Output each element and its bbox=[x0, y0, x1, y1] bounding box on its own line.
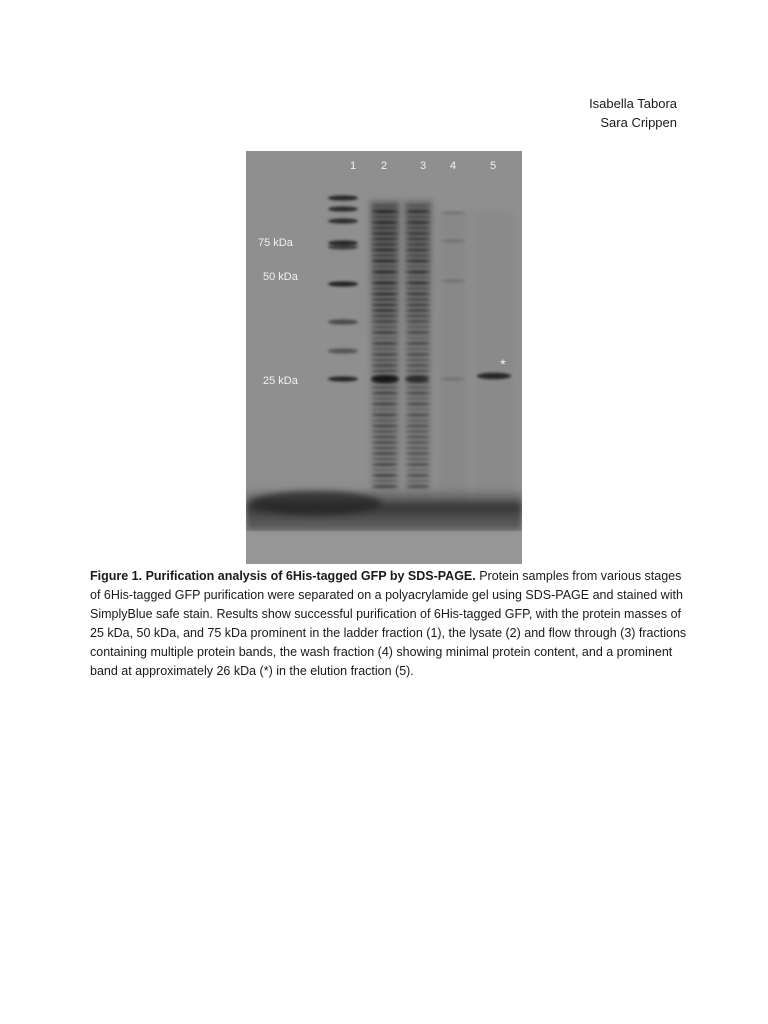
lysate-band bbox=[372, 314, 398, 318]
lysate-band bbox=[372, 331, 398, 335]
ladder-band bbox=[328, 195, 358, 200]
lysate-band bbox=[372, 215, 398, 219]
lysate-band bbox=[372, 265, 398, 269]
flowthrough-band bbox=[406, 419, 430, 422]
lysate-band bbox=[372, 446, 398, 450]
flowthrough-band bbox=[406, 259, 430, 262]
flowthrough-band bbox=[406, 391, 430, 394]
lysate-band bbox=[372, 413, 398, 417]
lysate-band bbox=[372, 204, 398, 208]
lane-4-smear bbox=[438, 211, 468, 511]
flowthrough-band bbox=[406, 364, 430, 367]
flowthrough-band bbox=[406, 292, 430, 295]
ladder-band bbox=[328, 218, 358, 223]
lysate-band bbox=[372, 248, 398, 252]
flowthrough-band bbox=[406, 221, 430, 224]
lane-label: 5 bbox=[489, 160, 497, 172]
flowthrough-band bbox=[406, 320, 430, 323]
lysate-band bbox=[372, 468, 398, 472]
flowthrough-band bbox=[406, 474, 430, 477]
figure-caption bbox=[90, 567, 690, 681]
flowthrough-band bbox=[406, 210, 430, 213]
ladder-band bbox=[328, 281, 358, 286]
lysate-band bbox=[372, 347, 398, 351]
lysate-band bbox=[372, 210, 398, 214]
flowthrough-band bbox=[406, 463, 430, 466]
flowthrough-band bbox=[406, 446, 430, 449]
lysate-band bbox=[372, 364, 398, 368]
lane-label: 1 bbox=[349, 160, 357, 172]
lysate-band bbox=[372, 342, 398, 346]
dye-front-blob bbox=[251, 491, 381, 515]
flowthrough-band bbox=[406, 347, 430, 350]
wash-band bbox=[441, 377, 465, 380]
caption-title: Figure 1. Purification analysis of 6His-tagged GFP by SDS-PAGE. bbox=[90, 569, 476, 583]
flowthrough-band bbox=[406, 265, 430, 268]
lysate-band bbox=[372, 287, 398, 291]
flowthrough-band bbox=[406, 336, 430, 339]
flowthrough-band bbox=[406, 287, 430, 290]
marker-label: 50 kDa bbox=[263, 271, 298, 283]
lysate-band bbox=[372, 254, 398, 258]
flowthrough-band bbox=[406, 435, 430, 438]
flowthrough-band bbox=[406, 298, 430, 301]
lysate-band bbox=[372, 479, 398, 483]
lysate-band bbox=[372, 430, 398, 434]
lysate-band bbox=[372, 221, 398, 225]
lysate-band bbox=[372, 419, 398, 423]
flowthrough-band bbox=[406, 237, 430, 240]
lane-label: 2 bbox=[380, 160, 388, 172]
lysate-band bbox=[372, 358, 398, 362]
wash-band bbox=[441, 239, 465, 242]
flowthrough-band bbox=[406, 452, 430, 455]
flowthrough-band bbox=[406, 331, 430, 334]
flowthrough-gfp-band bbox=[405, 376, 429, 382]
flowthrough-band bbox=[406, 303, 430, 306]
lysate-band bbox=[372, 435, 398, 439]
lysate-band bbox=[372, 408, 398, 412]
caption-body: Protein samples from various stages of 6His-tagged GFP purification were separated on a polyacrylamide gel using SDS-PAGE and stained with SimplyBlue safe stain. Results show successful purification of 6His-tagged GFP, with the protein masses of 25 kDa, 50 kDa, and 75 kDa prominent in the ladder fraction (1), the lysate (2) and flow through (3) fractions containing multiple protein bands, the wash fraction (4) showing minimal protein content, and a prominent band at approximately 26 kDa (*) in the elution fraction (5). bbox=[90, 569, 687, 678]
sds-page-gel-image bbox=[246, 151, 522, 564]
lysate-band bbox=[372, 369, 398, 373]
flowthrough-band bbox=[406, 430, 430, 433]
lysate-band bbox=[372, 353, 398, 357]
lysate-band bbox=[372, 259, 398, 263]
lysate-band bbox=[372, 320, 398, 324]
lysate-band bbox=[372, 325, 398, 329]
ladder-band bbox=[328, 206, 358, 211]
lane-label: 4 bbox=[449, 160, 457, 172]
lysate-band bbox=[372, 463, 398, 467]
lysate-gfp-band bbox=[371, 376, 399, 383]
flowthrough-band bbox=[406, 342, 430, 345]
flowthrough-band bbox=[406, 424, 430, 427]
flowthrough-band bbox=[406, 309, 430, 312]
flowthrough-band bbox=[406, 232, 430, 235]
flowthrough-band bbox=[406, 314, 430, 317]
author-block bbox=[589, 94, 677, 132]
wash-band bbox=[441, 211, 465, 214]
flowthrough-band bbox=[406, 479, 430, 482]
lysate-band bbox=[372, 276, 398, 280]
lysate-band bbox=[372, 386, 398, 390]
flowthrough-band bbox=[406, 402, 430, 405]
marker-label: 75 kDa bbox=[258, 237, 293, 249]
lysate-band bbox=[372, 391, 398, 395]
lysate-band bbox=[372, 336, 398, 340]
flowthrough-band bbox=[406, 281, 430, 284]
flowthrough-band bbox=[406, 397, 430, 400]
ladder-band bbox=[328, 348, 358, 353]
flowthrough-band bbox=[406, 248, 430, 251]
gel-bottom bbox=[246, 531, 522, 564]
elution-band-star: * bbox=[500, 356, 506, 372]
lysate-band bbox=[372, 243, 398, 247]
lane-label: 3 bbox=[419, 160, 427, 172]
lysate-band bbox=[372, 281, 398, 285]
flowthrough-band bbox=[406, 204, 430, 207]
flowthrough-band bbox=[406, 413, 430, 416]
flowthrough-band bbox=[406, 468, 430, 471]
lysate-band bbox=[372, 270, 398, 274]
flowthrough-band bbox=[406, 358, 430, 361]
lysate-band bbox=[372, 474, 398, 478]
flowthrough-band bbox=[406, 408, 430, 411]
lysate-band bbox=[372, 298, 398, 302]
lysate-band bbox=[372, 424, 398, 428]
flowthrough-band bbox=[406, 386, 430, 389]
ladder-band bbox=[328, 319, 358, 324]
lysate-band bbox=[372, 402, 398, 406]
flowthrough-band bbox=[406, 243, 430, 246]
flowthrough-band bbox=[406, 226, 430, 229]
flowthrough-band bbox=[406, 270, 430, 273]
flowthrough-band bbox=[406, 254, 430, 257]
wash-band bbox=[441, 279, 465, 282]
author-name: Isabella Tabora bbox=[589, 96, 677, 111]
lane-5-smear bbox=[474, 211, 514, 511]
flowthrough-band bbox=[406, 276, 430, 279]
ladder-band bbox=[328, 244, 358, 249]
lysate-band bbox=[372, 226, 398, 230]
lysate-band bbox=[372, 237, 398, 241]
author-name: Sara Crippen bbox=[600, 115, 677, 130]
flowthrough-band bbox=[406, 215, 430, 218]
flowthrough-band bbox=[406, 353, 430, 356]
elution-band bbox=[477, 373, 511, 379]
flowthrough-band bbox=[406, 325, 430, 328]
lysate-band bbox=[372, 397, 398, 401]
marker-label: 25 kDa bbox=[263, 375, 298, 387]
flowthrough-band bbox=[406, 457, 430, 460]
lysate-band bbox=[372, 441, 398, 445]
flowthrough-band bbox=[406, 369, 430, 372]
lysate-band bbox=[372, 457, 398, 461]
lysate-band bbox=[372, 292, 398, 296]
lysate-band bbox=[372, 303, 398, 307]
lysate-band bbox=[372, 232, 398, 236]
lysate-band bbox=[372, 309, 398, 313]
ladder-band bbox=[328, 376, 358, 381]
lysate-band bbox=[372, 452, 398, 456]
flowthrough-band bbox=[406, 441, 430, 444]
